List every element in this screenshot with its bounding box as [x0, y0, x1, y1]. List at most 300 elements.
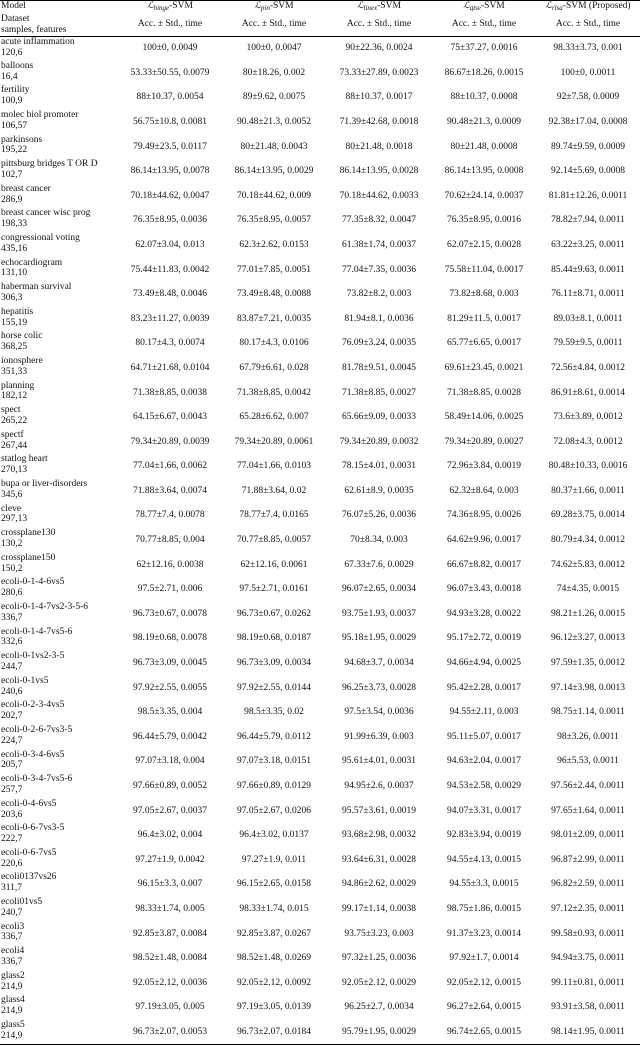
table-row — [0, 110, 640, 135]
dataset-name: fertility — [1, 85, 30, 96]
dataset-size: 198,33 — [1, 219, 28, 230]
result-cell: 89±9.62, 0.0075 — [242, 92, 306, 103]
result-cell: 74.36±8.95, 0.0026 — [446, 510, 522, 521]
result-cell: 95.61±4.01, 0.0031 — [341, 756, 417, 767]
result-cell: 77.04±7.35, 0.0036 — [341, 264, 417, 275]
dataset-size: 345,6 — [1, 489, 23, 500]
result-cell: 78.77±7.4, 0.0078 — [135, 510, 205, 521]
dataset-name: hepatitis — [1, 306, 34, 317]
result-cell: 65.77±6.65, 0.0017 — [446, 338, 522, 349]
dataset-name: ecoli-0-1-4-6vs5 — [1, 577, 65, 588]
dataset-cell — [0, 135, 118, 160]
result-cell: 93.68±2.98, 0.0032 — [341, 830, 417, 841]
dataset-size: 270,13 — [1, 465, 28, 476]
result-cell: 94.86±2.62, 0.0029 — [341, 879, 417, 890]
dataset-size: 286,9 — [1, 194, 23, 205]
result-cell: 64.62±9.96, 0.0017 — [446, 535, 522, 546]
result-cell: 98.75±1.14, 0.0011 — [551, 707, 625, 718]
result-cell: 67.79±6.61, 0.028 — [239, 362, 309, 373]
dataset-cell — [0, 725, 118, 750]
dataset-cell — [0, 110, 118, 135]
model-header: ℒ$_{rlsa}$-SVM (Proposed) — [536, 1, 640, 14]
result-cell: 96.73±0.67, 0.0262 — [236, 608, 312, 619]
result-cell: 96.15±3.3, 0.007 — [137, 879, 203, 890]
table-row — [0, 676, 640, 701]
result-cell: 83.87±7.21, 0.0035 — [236, 313, 312, 324]
result-cell: 88±10.37, 0.0008 — [450, 92, 518, 103]
dataset-cell — [0, 848, 118, 873]
result-cell: 73.82±8.2, 0.003 — [346, 289, 412, 300]
result-cell: 80±21.48, 0.0043 — [240, 141, 308, 152]
result-cell: 73.82±8.68, 0.003 — [449, 289, 519, 300]
dataset-cell — [0, 85, 118, 110]
dataset-cell — [0, 750, 118, 775]
result-cell: 98±3.26, 0.0011 — [557, 731, 619, 742]
result-cell: 98.14±1.95, 0.0011 — [536, 1020, 640, 1045]
dataset-label-cell — [0, 14, 118, 37]
result-cell: 74±4.35, 0.0015 — [556, 584, 620, 595]
result-cell: 96.25±3.73, 0.0028 — [341, 682, 417, 693]
dataset-size: 150,2 — [1, 563, 23, 574]
table-row — [0, 848, 640, 873]
metric-label: Acc. ± Std., time — [222, 14, 326, 37]
dataset-size: 336,7 — [1, 932, 23, 943]
result-cell: 86.14±13.95, 0.0028 — [339, 166, 419, 177]
result-cell: 75.44±11.83, 0.0042 — [130, 264, 210, 275]
dataset-name: ecoli-0-1-4-7vs2-3-5-6 — [1, 601, 89, 612]
result-cell: 70.18±44.62, 0.009 — [236, 190, 312, 201]
dataset-cell — [0, 381, 118, 406]
result-cell: 94.55±2.11, 0.003 — [449, 707, 519, 718]
result-cell: 73.49±8.48, 0.0046 — [132, 289, 208, 300]
dataset-size: 240,7 — [1, 907, 23, 918]
result-cell: 96.07±2.65, 0.0034 — [341, 584, 417, 595]
result-cell: 88±10.37, 0.0054 — [136, 92, 204, 103]
dataset-name: glass4 — [1, 995, 25, 1006]
result-cell: 81.78±9.51, 0.0045 — [341, 362, 417, 373]
dataset-name: spectf — [1, 429, 24, 440]
result-cell: 96.12±3.27, 0.0013 — [550, 633, 626, 644]
dataset-name: ecoli-0-1vs2-3-5 — [1, 651, 65, 662]
result-cell: 70.77±8.85, 0.004 — [135, 535, 205, 546]
result-cell: 88±10.37, 0.0017 — [345, 92, 413, 103]
result-cell: 100±0, 0.0011 — [560, 67, 616, 78]
dataset-size: 182,12 — [1, 391, 28, 402]
result-cell: 71.38±8.85, 0.0027 — [341, 387, 417, 398]
result-cell: 98.5±3.35, 0.004 — [137, 707, 203, 718]
dataset-cell — [0, 774, 118, 799]
result-cell: 98.52±1.48, 0.0269 — [236, 953, 312, 964]
result-cell: 96.73±3.09, 0.0045 — [132, 658, 208, 669]
result-cell: 70.62±24.14, 0.0037 — [444, 190, 524, 201]
dataset-name: breast cancer wisc prog — [1, 208, 91, 219]
dataset-cell — [0, 897, 118, 922]
dataset-size: 265,22 — [1, 416, 28, 426]
result-cell: 92.38±17.04, 0.0008 — [548, 116, 628, 127]
dataset-name: congressional voting — [1, 233, 80, 244]
dataset-name: ecoli-0-6-7vs5 — [1, 847, 57, 858]
result-cell: 92.85±3.87, 0.0084 — [132, 928, 208, 939]
dataset-size: 297,13 — [1, 514, 28, 525]
result-cell: 95.18±1.95, 0.0029 — [341, 633, 417, 644]
dataset-name: planning — [1, 380, 35, 391]
result-cell: 96.44±5.79, 0.0112 — [237, 731, 311, 742]
dataset-cell — [0, 799, 118, 824]
result-cell: 92.05±2.12, 0.0015 — [446, 977, 522, 988]
result-cell: 72.56±4.84, 0.0012 — [550, 362, 626, 373]
table-row — [0, 553, 640, 578]
result-cell: 72.08±4.3, 0.0012 — [553, 436, 623, 447]
dataset-cell — [0, 946, 118, 971]
result-cell: 90.48±21.3, 0.0052 — [236, 116, 312, 127]
result-cell: 66.67±8.82, 0.0017 — [446, 559, 522, 570]
result-cell: 98.75±1.86, 0.0015 — [446, 903, 522, 914]
result-cell: 81.29±11.5, 0.0017 — [447, 313, 521, 324]
dataset-size: 244,7 — [1, 661, 23, 672]
result-cell: 97.92±2.55, 0.0144 — [236, 682, 312, 693]
result-cell: 94.93±3.28, 0.0022 — [446, 608, 522, 619]
dataset-cell — [0, 479, 118, 504]
model-header: ℒ$_{pin}$-SVM — [222, 1, 326, 14]
result-cell: 71.88±3.64, 0.0074 — [132, 485, 208, 496]
dataset-name: ecoli-0-1-4-7vs5-6 — [1, 626, 73, 637]
result-cell: 96.25±2.7, 0.0034 — [344, 1002, 414, 1013]
result-cell: 70.77±8.85, 0.0057 — [236, 535, 312, 546]
dataset-size: 435,16 — [1, 243, 28, 254]
result-cell: 91.99±6.39, 0.003 — [344, 731, 414, 742]
result-cell: 92±7.58, 0.0009 — [556, 92, 620, 103]
result-cell: 62.07±2.15, 0.0028 — [446, 239, 522, 250]
result-cell: 75.58±11.04, 0.0017 — [444, 264, 524, 275]
dataset-size: 131,10 — [1, 268, 28, 279]
dataset-cell — [0, 405, 118, 430]
result-cell: 95.57±3.61, 0.0019 — [341, 805, 417, 816]
result-cell: 96.87±2.99, 0.0011 — [551, 854, 625, 865]
result-cell: 85.44±9.63, 0.0011 — [551, 264, 625, 275]
result-cell: 89.74±9.59, 0.0009 — [550, 141, 626, 152]
result-cell: 97.5±2.71, 0.0161 — [239, 584, 309, 595]
result-cell: 78.77±7.4, 0.0165 — [239, 510, 309, 521]
metric-label: Acc. ± Std., time — [326, 14, 432, 37]
result-cell: 76.11±8.71, 0.0011 — [551, 289, 625, 300]
dataset-cell — [0, 602, 118, 627]
result-cell: 97.14±3.98, 0.0013 — [550, 682, 626, 693]
result-cell: 56.75±10.8, 0.0081 — [132, 116, 208, 127]
dataset-cell — [0, 307, 118, 332]
result-cell: 94.95±2.6, 0.0037 — [344, 781, 414, 791]
dataset-cell — [0, 233, 118, 258]
dataset-size: 311,7 — [1, 883, 23, 894]
result-cell: 89.03±8.1, 0.0011 — [553, 313, 623, 324]
result-cell: 71.38±8.85, 0.0042 — [236, 387, 312, 398]
result-cell: 86.14±13.95, 0.0029 — [234, 166, 314, 177]
result-cell: 92.14±5.69, 0.0008 — [550, 166, 626, 177]
dataset-cell — [0, 61, 118, 86]
result-cell: 92.85±3.87, 0.0267 — [236, 928, 312, 939]
dataset-name: ecoli-0-2-3-4vs5 — [1, 700, 65, 711]
result-cell: 80.17±4.3, 0.0106 — [239, 338, 309, 349]
result-cell: 97.5±2.71, 0.006 — [137, 584, 203, 595]
result-cell: 80±18.26, 0.002 — [242, 67, 306, 78]
table-row — [0, 971, 640, 996]
result-cell: 80.79±4.34, 0.0012 — [550, 535, 626, 546]
table-row — [0, 872, 640, 897]
dataset-name: ecoli0137vs26 — [1, 872, 57, 883]
dataset-size: 214,9 — [1, 1030, 23, 1041]
dataset-cell — [0, 159, 118, 184]
dataset-cell — [0, 553, 118, 578]
dataset-name: ecoli-0-6-7vs3-5 — [1, 823, 65, 834]
result-cell: 80±21.48, 0.0018 — [345, 141, 413, 152]
table-row — [0, 184, 640, 209]
result-cell: 95.42±2.28, 0.0017 — [446, 682, 522, 693]
table-row — [0, 504, 640, 529]
result-cell: 79.34±20.89, 0.0061 — [234, 436, 314, 447]
dataset-cell — [0, 1020, 118, 1045]
result-cell: 92.05±2.12, 0.0036 — [132, 977, 208, 988]
result-cell: 79.34±20.89, 0.0027 — [444, 436, 524, 447]
dataset-name: ecoli-0-2-6-7vs3-5 — [1, 724, 73, 735]
dataset-cell — [0, 430, 118, 455]
result-cell: 76.09±3.24, 0.0035 — [341, 338, 417, 349]
result-cell: 97.27±1.9, 0.011 — [241, 854, 307, 865]
dataset-name: ecoli-0-3-4-6vs5 — [1, 749, 65, 760]
model-header: ℒ$_{hinge}$-SVM — [118, 1, 222, 14]
dataset-name: haberman survival — [1, 282, 72, 293]
header-row-models — [0, 1, 640, 14]
result-cell: 71.38±8.85, 0.0038 — [132, 387, 208, 398]
dataset-size: 336,7 — [1, 957, 23, 968]
result-cell: 62.32±8.64, 0.003 — [449, 485, 519, 496]
result-cell: 94.53±2.58, 0.0029 — [446, 781, 522, 791]
table-row — [0, 651, 640, 676]
result-cell: 92.05±2.12, 0.0092 — [236, 977, 312, 988]
result-cell: 100±0, 0.0049 — [142, 43, 198, 54]
dataset-size: 205,7 — [1, 760, 23, 771]
dataset-size: 106,57 — [1, 120, 28, 131]
table-row — [0, 381, 640, 406]
dataset-cell — [0, 577, 118, 602]
result-cell: 96±5.53, 0.0011 — [557, 756, 619, 767]
result-cell: 75±37.27, 0.0016 — [450, 43, 518, 54]
result-cell: 94.63±2.04, 0.0017 — [446, 756, 522, 767]
table-row — [0, 356, 640, 381]
result-cell: 99.58±0.93, 0.0011 — [551, 928, 625, 939]
result-cell: 72.96±3.84, 0.0019 — [446, 461, 522, 472]
dataset-name: ecoli3 — [1, 921, 25, 932]
dataset-cell — [0, 454, 118, 479]
table-row — [0, 479, 640, 504]
result-cell: 86.14±13.95, 0.0008 — [444, 166, 524, 177]
table-row — [0, 233, 640, 258]
dataset-size: 203,6 — [1, 809, 23, 820]
dataset-name: ecoli4 — [1, 946, 25, 957]
result-cell: 70.18±44.62, 0.0033 — [339, 190, 419, 201]
dataset-cell — [0, 36, 118, 61]
dataset-size: 222,7 — [1, 834, 23, 845]
result-cell: 97.5±3.54, 0.0036 — [344, 707, 414, 718]
result-cell: 96.27±2.64, 0.0015 — [446, 1002, 522, 1013]
result-cell: 96.73±2.07, 0.0184 — [222, 1020, 326, 1045]
dataset-size: 257,7 — [1, 784, 23, 795]
table-row — [0, 258, 640, 283]
table-row — [0, 159, 640, 184]
dataset-label: Dataset — [1, 13, 30, 24]
dataset-cell — [0, 184, 118, 209]
result-cell: 62.07±3.04, 0.013 — [135, 239, 205, 250]
result-cell: 96.4±3.02, 0.0137 — [239, 830, 309, 841]
table-row — [0, 946, 640, 971]
result-cell: 77.01±7.85, 0.0051 — [236, 264, 312, 275]
table-row — [0, 135, 640, 160]
dataset-size: 202,7 — [1, 711, 23, 722]
table-row — [0, 799, 640, 824]
result-cell: 94.94±3.75, 0.0011 — [551, 953, 625, 964]
dataset-size: 267,44 — [1, 440, 28, 451]
result-cell: 93.91±3.58, 0.0011 — [551, 1002, 625, 1013]
result-cell: 58.49±14.06, 0.0025 — [444, 412, 524, 423]
result-cell: 67.33±7.6, 0.0029 — [344, 559, 414, 570]
result-cell: 97.07±3.18, 0.0151 — [236, 756, 312, 767]
result-cell: 98.33±3.73, 0.001 — [553, 43, 623, 54]
dataset-size: 130,2 — [1, 538, 23, 549]
result-cell: 98.33±1.74, 0.015 — [239, 903, 309, 914]
dataset-size: 16,4 — [1, 71, 18, 82]
result-cell: 98.19±0.68, 0.0187 — [236, 633, 312, 644]
result-cell: 77.35±8.32, 0.0047 — [341, 215, 417, 226]
dataset-size: 102,7 — [1, 170, 23, 181]
result-cell: 77.04±1.66, 0.0062 — [132, 461, 208, 472]
dataset-name: spect — [1, 405, 21, 416]
dataset-name: pittsburg bridges T OR D — [1, 159, 98, 170]
result-cell: 78.82±7.94, 0.0011 — [551, 215, 625, 226]
table-row — [0, 307, 640, 332]
dataset-size: 336,7 — [1, 612, 23, 623]
table-row — [0, 897, 640, 922]
dataset-name: echocardiogram — [1, 257, 63, 268]
result-cell: 69.28±3.75, 0.0014 — [550, 510, 626, 521]
dataset-name: parkinsons — [1, 134, 43, 145]
table-row — [0, 61, 640, 86]
dataset-cell — [0, 651, 118, 676]
model-header: ℒ$_{qtse}$-SVM — [432, 1, 536, 14]
dataset-size: 155,19 — [1, 317, 28, 328]
dataset-name: crossplane130 — [1, 528, 56, 539]
result-cell: 96.73±3.09, 0.0034 — [236, 658, 312, 669]
dataset-cell — [0, 282, 118, 307]
dataset-name: glass5 — [1, 1020, 25, 1031]
dataset-name: crossplane150 — [1, 552, 56, 563]
dataset-size: 280,6 — [1, 588, 23, 599]
result-cell: 98.5±3.35, 0.02 — [244, 707, 304, 718]
table-row — [0, 208, 640, 233]
result-cell: 97.12±2.35, 0.0011 — [551, 903, 625, 914]
metric-label: Acc. ± Std., time — [118, 14, 222, 37]
table-row — [0, 700, 640, 725]
result-cell: 70±8.34, 0.003 — [350, 535, 408, 546]
table-row — [0, 454, 640, 479]
dataset-name: cleve — [1, 503, 22, 514]
table-row — [0, 602, 640, 627]
dataset-size: 306,3 — [1, 293, 23, 304]
result-cell: 97.19±3.05, 0.005 — [135, 1002, 205, 1013]
result-cell: 97.66±0.89, 0.0129 — [236, 781, 312, 791]
result-cell: 80.17±4.3, 0.0074 — [135, 338, 205, 349]
dataset-name: ecoli01vs5 — [1, 897, 43, 908]
dataset-name: molec biol promoter — [1, 110, 79, 121]
dataset-size: 195,22 — [1, 145, 28, 156]
result-cell: 92.83±3.94, 0.0019 — [446, 830, 522, 841]
result-cell: 96.82±2.59, 0.0011 — [551, 879, 625, 890]
result-cell: 96.07±3.43, 0.0018 — [446, 584, 522, 595]
dataset-cell — [0, 995, 118, 1020]
result-cell: 65.28±6.62, 0.007 — [239, 412, 309, 423]
dataset-size: 351,33 — [1, 366, 28, 377]
result-cell: 92.05±2.12, 0.0029 — [341, 977, 417, 988]
result-cell: 94.66±4.94, 0.0025 — [446, 658, 522, 669]
table-row — [0, 85, 640, 110]
dataset-size: 368,25 — [1, 342, 28, 353]
dataset-cell — [0, 700, 118, 725]
result-cell: 71.39±42.68, 0.0018 — [339, 116, 419, 127]
result-cell: 97.56±2.44, 0.0011 — [551, 781, 625, 791]
result-cell: 98.01±2.09, 0.0011 — [551, 830, 625, 841]
result-cell: 62±12.16, 0.0038 — [136, 559, 204, 570]
result-cell: 91.37±3.23, 0.0014 — [446, 928, 522, 939]
dataset-cell — [0, 208, 118, 233]
dataset-name: breast cancer — [1, 183, 51, 194]
result-cell: 97.92±1.7, 0.0014 — [449, 953, 519, 964]
dataset-cell — [0, 627, 118, 652]
result-cell: 95.17±2.72, 0.0019 — [446, 633, 522, 644]
dataset-name: horse colic — [1, 331, 43, 342]
result-cell: 80.37±1.66, 0.0011 — [551, 485, 625, 496]
dataset-size: 100,9 — [1, 96, 23, 107]
dataset-cell — [0, 331, 118, 356]
result-cell: 80.48±10.33, 0.0016 — [548, 461, 628, 472]
table-row — [0, 528, 640, 553]
result-cell: 79.34±20.89, 0.0032 — [339, 436, 419, 447]
result-cell: 86.91±8.61, 0.0014 — [550, 387, 626, 398]
dataset-name: ecoli-0-4-6vs5 — [1, 798, 57, 809]
result-cell: 94.55±4.13, 0.0015 — [446, 854, 522, 865]
result-cell: 94.55±3.3, 0.0015 — [449, 879, 519, 890]
dataset-cell — [0, 504, 118, 529]
result-cell: 69.61±23.45, 0.0021 — [444, 362, 524, 373]
result-cell: 79.59±9.5, 0.0011 — [553, 338, 623, 349]
result-cell: 97.07±3.18, 0.004 — [135, 756, 205, 767]
result-cell: 81.81±12.26, 0.0011 — [548, 190, 628, 201]
dataset-size: 120,6 — [1, 47, 23, 58]
dataset-cell — [0, 922, 118, 947]
model-header: ℒ$_{linex}$-SVM — [326, 1, 432, 14]
dataset-cell — [0, 356, 118, 381]
result-cell: 94.68±3.7, 0.0034 — [344, 658, 414, 669]
result-cell: 95.11±5.07, 0.0017 — [447, 731, 521, 742]
result-cell: 90±22.36, 0.0024 — [345, 43, 413, 54]
result-cell: 73.6±3.89, 0.0012 — [553, 412, 623, 423]
dataset-size: 240,6 — [1, 686, 23, 697]
dataset-name: glass2 — [1, 970, 25, 981]
table-row — [0, 823, 640, 848]
metric-label: Acc. ± Std., time — [432, 14, 536, 37]
metric-label: Acc. ± Std., time — [536, 14, 640, 37]
result-cell: 76.35±8.95, 0.0036 — [132, 215, 208, 226]
dataset-name: bupa or liver-disorders — [1, 478, 88, 489]
result-cell: 96.73±0.67, 0.0078 — [132, 608, 208, 619]
dataset-cell — [0, 971, 118, 996]
result-cell: 96.74±2.65, 0.0015 — [432, 1020, 536, 1045]
